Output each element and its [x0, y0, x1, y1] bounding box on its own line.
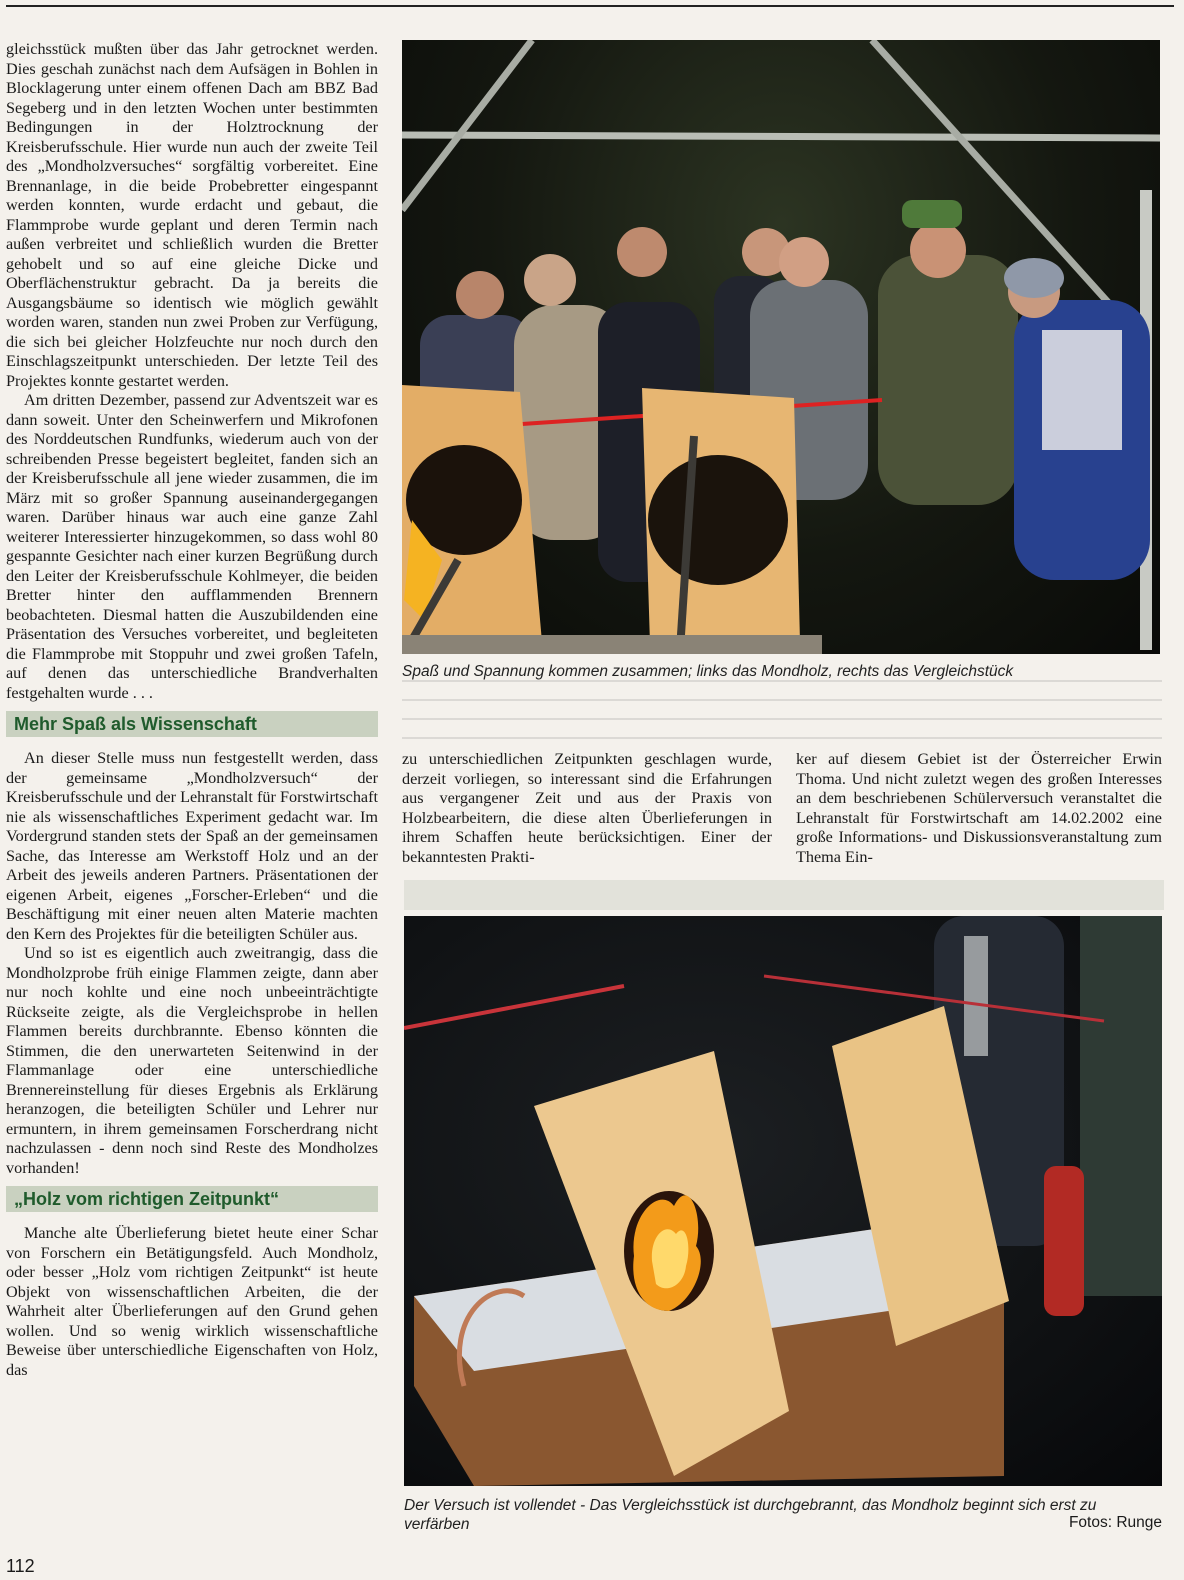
bleed-through-band	[404, 880, 1164, 910]
photo-caption: Spaß und Spannung kommen zusammen; links das Mondholz, rechts das Vergleichstück	[402, 663, 1014, 680]
top-rule	[6, 5, 1174, 7]
left-column	[6, 40, 378, 1380]
photo-illustration	[404, 916, 1162, 1486]
bleed-through-text	[402, 680, 1162, 740]
photo-illustration	[402, 40, 1160, 654]
right-column	[796, 750, 1162, 867]
photo-spectators	[402, 40, 1160, 654]
paragraph: An dieser Stelle muss nun festgestellt werden, dass der gemeinsame „Mondholzversuch“ der Kreisberufsschule und der Lehranstalt für Forstwirtschaft nie als wissenschaftliches Experiment gedacht war. Im Vordergrund standen stets der Spaß an der gemeinsamen Sache, das Interesse am Werkstoff Holz und an der Arbeit des jeweils anderen Partners. Präsentationen der eigenen Arbeit, eigenes „Forscher-Erleben“ und die Beschäftigung mit einer neuen alten Materie machten den Kern des Projektes für die beteiligten Schüler aus.	[6, 749, 378, 943]
paragraph: gleichsstück mußten über das Jahr getrocknet werden. Dies geschah zunächst nach dem Aufsägen in Bohlen in Blocklagerung unter einem offenen Dach am BBZ Bad Segeberg und in den letzten Wochen unter bestimmten Bedingungen in der Holztrocknung der Kreisberufsschule. Hier wurde nun auch der zweite Teil des „Mondholzversuches“ sorgfältig vorbereitet. Eine Brennanlage, in die beide Probebretter eingespannt werden konnten, wurde erdacht und gebaut, die Flammprobe wurde geplant und deren Termin nach außen verbreitet und schließlich wurden die Bretter gehobelt und so auf eine gleiche Dicke und Oberflächenstruktur gebracht. Da ja bereits die Ausgangsbäume so identisch wie möglich gewählt worden waren, standen nun zwei Proben zur Verfügung, die sich bei gleicher Holzfeuchte nur noch durch den Einschlagszeitpunkt unterschieden. Der letzte Teil des Projektes konnte gestartet werden.	[6, 40, 378, 390]
section-heading: Mehr Spaß als Wissenschaft	[6, 711, 378, 737]
photo-burn-test	[404, 916, 1162, 1486]
paragraph: ker auf diesem Gebiet ist der Österreicher Erwin Thoma. Und nicht zuletzt wegen des großen Interesses an dem beschriebenen Schülerversuch veranstaltet die Lehranstalt für Forstwirtschaft am 14.02.2002 eine große Informations- und Diskussionsveranstaltung zum Thema Ein-	[796, 750, 1162, 866]
paragraph: Manche alte Überlieferung bietet heute einer Schar von Forschern ein Betätigungsfeld. Auch Mondholz, oder besser „Holz vom richtigen Zeitpunkt“ ist heute Objekt von wissenschaftlichen Arbeiten, die der Wahrheit alter Überlieferungen auf den Grund gehen wollen. Und so wenig wirklich wissenschaftliche Beweise über unterschiedliche Eigenschaften von Holz, das	[6, 1224, 378, 1379]
middle-column	[402, 750, 772, 867]
page-number: 112	[6, 1556, 35, 1576]
paragraph: zu unterschiedlichen Zeitpunkten geschlagen wurde, derzeit vorliegen, so interessant sind die Erfahrungen aus vergangener Zeit und aus der Praxis von Holzbearbeitern, die diese alten Überlieferungen in ihrem Schaffen heute berücksichtigen. Einer der bekanntesten Prakti-	[402, 750, 772, 866]
paragraph: Und so ist es eigentlich auch zweitrangig, dass die Mondholzprobe früh einige Flammen zeigte, dann aber nur noch kohlte und eine noch unbeeinträchtigte Rückseite zeigte, als die Vergleichsprobe in hellen Flammen bereits durchbrannte. Ebenso könnten die Stimmen, die den unerwarteten Seitenwind in der Flammanlage oder eine unterschiedliche Brennereinstellung für dieses Ergebnis als Erklärung heranzogen, die beteiligten Schüler und Lehrer nur ermuntern, in ihrem gemeinsamen Forscherdrang nicht nachzulassen - denn noch sind Reste des Mondholzes vorhanden!	[6, 944, 378, 1177]
photo-caption: Der Versuch ist vollendet - Das Vergleichsstück ist durchgebrannt, das Mondholz beginnt sich erst zu verfärben	[404, 1497, 1097, 1533]
photo-credit: Fotos: Runge	[1068, 1514, 1162, 1531]
section-heading: „Holz vom richtigen Zeitpunkt“	[6, 1186, 378, 1212]
paragraph: Am dritten Dezember, passend zur Adventszeit war es dann soweit. Unter den Scheinwerfern und Mikrofonen des Norddeutschen Rundfunks, wiederum auch von der schreibenden Presse begeistert begleitet, fanden sich an der Kreisberufsschule all jene wieder zusammen, die im März mit so großer Spannung auseinandergegangen waren. Darüber hinaus war auch eine ganze Zahl weiterer Interessierter hinzugekommen, so dass wohl 80 gespannte Gesichter nach einer kurzen Begrüßung durch den Leiter der Kreisberufsschule Kohlmeyer, die beiden Bretter hinter den aufflammenden Brennern beobachteten. Diesmal hatten die Auszubildenden eine Präsentation des Versuches vorbereitet, und begleiteten die Flammprobe mit Stoppuhr und zwei großen Tafeln, auf denen das unterschiedliche Brandverhalten festgehalten wurde . . .	[6, 391, 378, 702]
